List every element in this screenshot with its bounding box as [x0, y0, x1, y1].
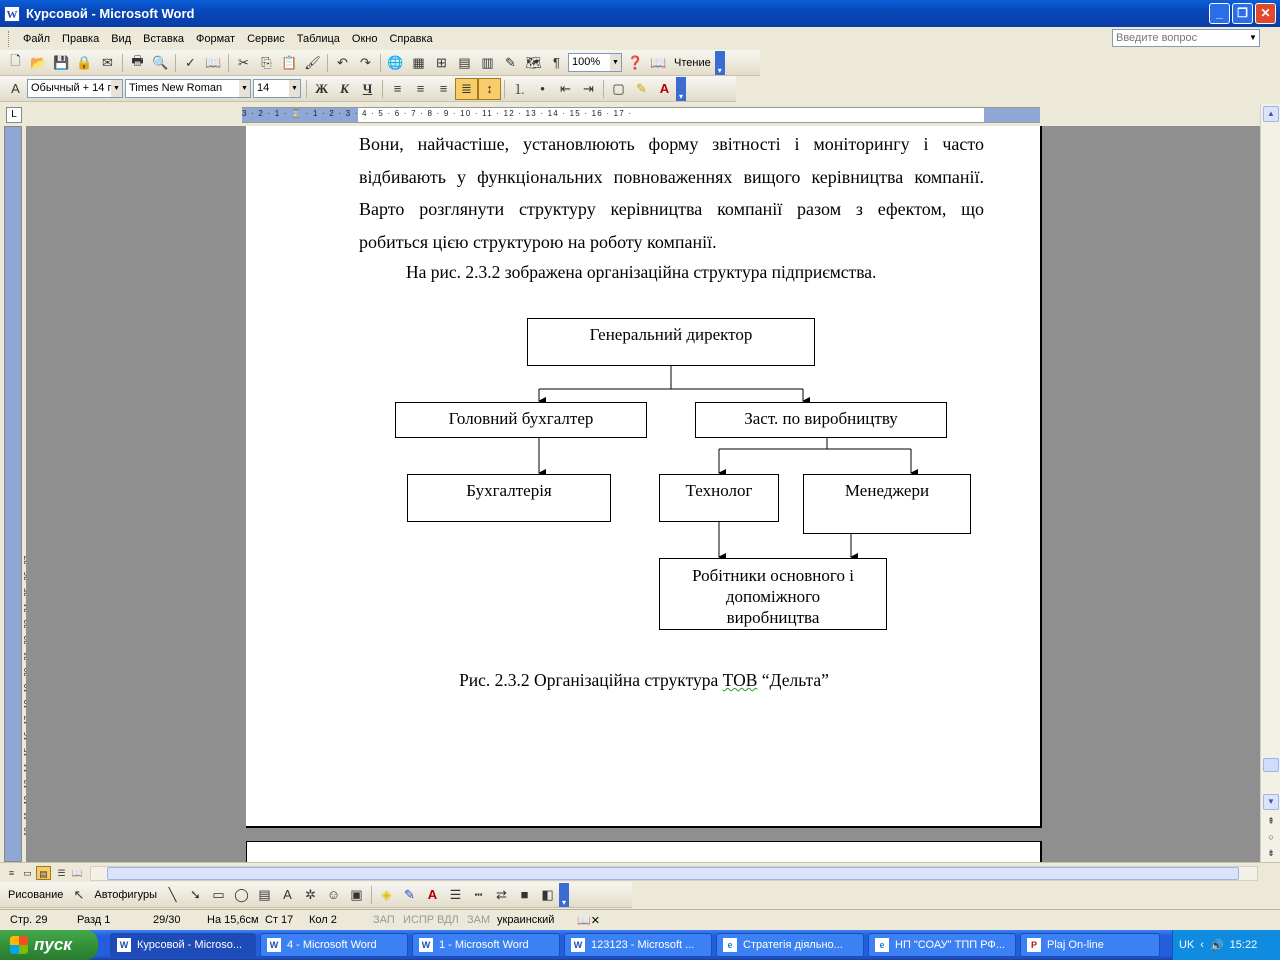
taskbar-item-label: НП "СОАУ" ТПП РФ...: [895, 939, 1005, 951]
word-icon: W: [571, 938, 585, 952]
status-extend[interactable]: ВДЛ: [437, 914, 459, 926]
director-connector: [539, 366, 803, 389]
maximize-button[interactable]: ❐: [1232, 3, 1253, 24]
minimize-button[interactable]: _: [1209, 3, 1230, 24]
paste-icon[interactable]: 📋: [281, 54, 298, 70]
word-icon: W: [419, 938, 433, 952]
toolbar-separator: [382, 80, 383, 98]
ask-question-placeholder: Введите вопрос: [1116, 32, 1198, 44]
drawing-toolbar: [0, 882, 632, 908]
style-select[interactable]: [27, 79, 123, 98]
status-language: украинский: [497, 914, 555, 926]
ie-icon: e: [875, 938, 889, 952]
borders-icon[interactable]: ▢: [612, 80, 625, 96]
format-painter-icon[interactable]: 🖌: [304, 54, 321, 70]
start-label: пуск: [34, 935, 72, 954]
save-icon[interactable]: 💾: [53, 54, 70, 70]
zoom-value: 100%: [572, 56, 601, 68]
tray-expand-icon[interactable]: ‹: [1200, 939, 1204, 951]
draw-font-color-icon[interactable]: A: [427, 887, 438, 902]
taskbar-item[interactable]: [564, 933, 712, 957]
chevron-down-icon[interactable]: ▼: [239, 80, 250, 97]
org-box-label: Технолог: [685, 481, 753, 500]
close-button[interactable]: ✕: [1255, 3, 1276, 24]
line-icon[interactable]: ╲: [168, 886, 177, 902]
org-box-accounting[interactable]: [407, 474, 611, 522]
open-folder-icon[interactable]: 📂: [30, 54, 47, 70]
scroll-down-icon[interactable]: ▼: [1263, 794, 1279, 810]
menu-insert[interactable]: Вставка: [143, 32, 185, 45]
document-page[interactable]: [246, 126, 1042, 828]
toolbar-separator: [175, 54, 176, 72]
outline-view-icon[interactable]: ☰: [57, 868, 66, 878]
zoom-select[interactable]: [568, 53, 622, 72]
vertical-ruler-ticks: [9, 141, 19, 841]
taskbar-item-label: 4 - Microsoft Word: [287, 939, 377, 951]
system-tray: [1172, 930, 1280, 960]
horizontal-scroll-area: [0, 862, 1280, 882]
status-page: Стр. 29: [10, 914, 48, 926]
word-icon: W: [117, 938, 131, 952]
clipart-icon[interactable]: ☺: [326, 887, 341, 902]
toolbar-separator: [371, 886, 372, 904]
textbox-icon[interactable]: ▤: [258, 886, 271, 902]
taskbar-item[interactable]: [1020, 933, 1160, 957]
document-area[interactable]: [26, 126, 1260, 862]
oval-icon[interactable]: ◯: [234, 886, 249, 902]
copy-icon[interactable]: ⎘: [261, 54, 272, 70]
hyperlink-icon[interactable]: 🌐: [387, 54, 404, 70]
arrow-icon[interactable]: ➘: [190, 886, 201, 902]
org-box-deputy-production[interactable]: [695, 402, 947, 438]
menu-view[interactable]: Вид: [111, 32, 132, 45]
word-icon: W: [267, 938, 281, 952]
arrow-style-icon[interactable]: ⇄: [496, 886, 507, 902]
caption-tov: ТОВ: [722, 670, 758, 690]
columns-icon[interactable]: ▥: [481, 54, 494, 70]
chevron-down-icon[interactable]: ▼: [111, 80, 122, 97]
menu-format[interactable]: Формат: [196, 32, 236, 45]
toolbar-separator: [327, 54, 328, 72]
undo-icon[interactable]: ↶: [337, 54, 348, 70]
vertical-scrollbar[interactable]: [1260, 104, 1280, 862]
figure-intro-text: На рис. 2.3.2 зображена організаційна структура підприємства.: [406, 262, 877, 282]
next-page-icon[interactable]: ⇟: [1267, 848, 1275, 858]
toolbar-separator: [228, 54, 229, 72]
menu-file[interactable]: Файл: [23, 32, 51, 45]
status-line: Ст 17: [265, 914, 294, 926]
taskbar-item-label: Стратегія діяльно...: [743, 939, 843, 951]
tab-selector[interactable]: L: [6, 107, 22, 123]
diagram-icon[interactable]: ✲: [305, 886, 316, 902]
toolbar-separator: [306, 80, 307, 98]
taskbar-item-label: 1 - Microsoft Word: [439, 939, 529, 951]
font-select[interactable]: [125, 79, 251, 98]
status-bar: [0, 909, 1280, 930]
org-box-label: Робітники основного і: [692, 566, 854, 585]
status-position: На 15,6см: [207, 914, 259, 926]
normal-view-icon[interactable]: ≡: [8, 868, 15, 878]
browse-object-icon[interactable]: ○: [1268, 832, 1274, 842]
permission-icon[interactable]: 🔒: [76, 54, 93, 70]
underline-button[interactable]: Ч: [362, 80, 373, 96]
horizontal-scrollbar[interactable]: [90, 866, 1258, 881]
ruler-bar: [0, 104, 1280, 126]
org-box-label: Менеджери: [844, 481, 930, 500]
font-size-value: 14: [257, 82, 270, 94]
org-box-label: Заст. по виробництву: [744, 409, 898, 428]
chevron-down-icon[interactable]: ▼: [610, 54, 621, 71]
horizontal-ruler[interactable]: [242, 107, 1040, 123]
styles-icon[interactable]: A: [11, 81, 20, 96]
title-bar: [0, 0, 1280, 27]
bullets-icon[interactable]: •: [540, 81, 545, 96]
reading-layout-button[interactable]: Чтение: [674, 56, 711, 69]
help-icon[interactable]: ❓: [627, 54, 644, 70]
org-box-label: Генеральний директор: [589, 325, 753, 344]
status-record[interactable]: ЗАП: [373, 914, 395, 926]
taskbar-item-label: 123123 - Microsoft ...: [591, 939, 695, 951]
autoshapes-button[interactable]: Автофигуры: [94, 888, 157, 901]
start-button[interactable]: [0, 930, 98, 960]
web-view-icon[interactable]: ▭: [23, 868, 32, 878]
research-icon[interactable]: 📖: [205, 54, 222, 70]
document-map-icon[interactable]: 🗺: [525, 54, 542, 70]
italic-button[interactable]: К: [340, 80, 349, 96]
menu-window[interactable]: Окно: [351, 32, 378, 45]
rectangle-icon[interactable]: ▭: [212, 886, 225, 902]
toolbar-options-icon[interactable]: ▾: [715, 51, 725, 75]
justify-icon[interactable]: ≣: [455, 78, 478, 100]
window-title: Курсовой - Microsoft Word: [26, 6, 195, 21]
menu-table[interactable]: Таблица: [296, 32, 340, 45]
vertical-ruler[interactable]: [4, 126, 22, 862]
drawing-menu-button[interactable]: Рисование: [8, 888, 64, 901]
print-preview-icon[interactable]: 🔍: [152, 54, 169, 70]
formatting-toolbar: [0, 76, 736, 102]
menu-grip: [8, 31, 11, 47]
drawing-toggle-icon[interactable]: ✎: [505, 54, 516, 70]
paragraph-line: робиться цією структурою на роботу компанії.: [359, 231, 717, 252]
toolbar-separator: [603, 80, 604, 98]
clock[interactable]: 15:22: [1229, 939, 1258, 951]
reading-view-icon[interactable]: 📖: [71, 868, 84, 878]
cut-icon[interactable]: ✂: [238, 54, 249, 70]
org-box-chief-accountant[interactable]: [395, 402, 647, 438]
org-box-label: виробництва: [726, 608, 820, 627]
next-page[interactable]: [246, 841, 1042, 862]
scroll-up-icon[interactable]: ▲: [1263, 106, 1279, 122]
toolbar-options-icon[interactable]: ▾: [559, 883, 569, 907]
org-box-managers[interactable]: [803, 474, 971, 534]
status-overtype[interactable]: ЗАМ: [467, 914, 491, 926]
style-value: Обычный + 14 г: [31, 82, 112, 94]
previous-page-icon[interactable]: ⇞: [1267, 816, 1275, 826]
select-objects-icon[interactable]: ↖: [73, 886, 85, 902]
font-color-icon[interactable]: A: [659, 81, 670, 96]
menu-edit[interactable]: Правка: [62, 32, 100, 45]
scroll-thumb[interactable]: [1263, 758, 1279, 772]
line-color-icon[interactable]: ✎: [404, 886, 415, 902]
menu-bar: [0, 27, 1280, 50]
decrease-indent-icon[interactable]: ⇤: [560, 80, 571, 96]
toolbar-options-icon[interactable]: ▾: [676, 77, 686, 101]
word-app-icon: W: [4, 6, 20, 22]
org-box-label: Головний бухгалтер: [448, 409, 594, 428]
align-right-icon[interactable]: ≡: [439, 81, 448, 96]
insert-table-icon[interactable]: ⊞: [436, 54, 447, 70]
caption-suffix: “Дельта”: [757, 670, 829, 690]
figure-caption: [246, 670, 1042, 691]
line-style-icon[interactable]: ☰: [449, 886, 462, 902]
insert-excel-icon[interactable]: ▤: [458, 54, 471, 70]
menu-help[interactable]: Справка: [389, 32, 433, 45]
ie-icon: e: [723, 938, 737, 952]
taskbar: [0, 930, 1280, 960]
align-left-icon[interactable]: ≡: [393, 81, 402, 96]
org-box-label: Бухгалтерія: [466, 481, 552, 500]
menu-tools[interactable]: Сервис: [247, 32, 285, 45]
line-spacing-icon[interactable]: ↕: [478, 78, 501, 100]
org-box-workers[interactable]: [659, 558, 887, 630]
align-center-icon[interactable]: ≡: [416, 81, 425, 96]
org-box-director[interactable]: [527, 318, 815, 366]
plaj-icon: P: [1027, 938, 1041, 952]
status-pages: 29/30: [153, 914, 181, 926]
picture-icon[interactable]: ▣: [350, 886, 363, 902]
standard-toolbar: [0, 50, 760, 76]
paragraph-line: Вони, найчастіше, установлюють форму звітності і моніторингу і часто: [359, 134, 984, 154]
deputy-connector: [719, 437, 911, 449]
taskbar-item-label: Курсовой - Microso...: [137, 939, 243, 951]
redo-icon[interactable]: ↷: [360, 54, 371, 70]
taskbar-item[interactable]: [260, 933, 408, 957]
numbering-icon[interactable]: ⒈: [512, 82, 526, 97]
font-value: Times New Roman: [129, 82, 223, 94]
shadow-icon[interactable]: ■: [520, 887, 529, 902]
status-track-changes[interactable]: ИСПР: [403, 914, 435, 926]
paragraph-line: Варто розглянути структуру керівництва компанії разом з ефектом, що: [359, 199, 984, 219]
keyboard-language[interactable]: UK: [1179, 939, 1195, 951]
status-section: Разд 1: [77, 914, 111, 926]
fill-color-icon[interactable]: ◈: [381, 886, 392, 902]
status-column: Кол 2: [309, 914, 337, 926]
chevron-down-icon[interactable]: ▼: [1249, 33, 1257, 42]
ruler-ticks: 3 · 2 · 1 · ⌛ · 1 · 2 · 3 · 4 · 5 · 6 · 7 · 8 · 9 · 10 · 11 · 12 · 13 · 14 · 15 · 16 · 17 ·: [242, 109, 633, 118]
taskbar-item-label: Plaj On-line: [1047, 939, 1104, 951]
taskbar-item[interactable]: [716, 933, 864, 957]
caption-prefix: Рис. 2.3.2 Організаційна структура: [459, 670, 723, 690]
reading-icon[interactable]: 📖: [650, 54, 667, 70]
toolbar-separator: [504, 80, 505, 98]
chevron-down-icon[interactable]: ▼: [289, 80, 300, 97]
bold-button[interactable]: Ж: [315, 80, 328, 96]
increase-indent-icon[interactable]: ⇥: [583, 80, 594, 96]
windows-logo-icon: [10, 936, 28, 954]
new-document-icon[interactable]: 🗋: [10, 52, 21, 68]
paragraph-line: відбивають у функціональних повноваженнях вищого керівництва компанії.: [359, 166, 984, 187]
taskbar-item[interactable]: [412, 933, 560, 957]
horizontal-scroll-thumb[interactable]: [107, 867, 1239, 880]
spelling-icon[interactable]: ✓: [185, 54, 196, 70]
font-size-select[interactable]: [253, 79, 301, 98]
spelling-status-icon[interactable]: 📖✕: [577, 914, 600, 927]
wordart-icon[interactable]: A: [283, 887, 292, 902]
volume-icon[interactable]: 🔊: [1209, 939, 1224, 952]
3d-icon[interactable]: ◧: [541, 886, 554, 902]
tables-borders-icon[interactable]: ▦: [412, 54, 425, 70]
org-box-label: допоміжного: [725, 587, 821, 606]
window-controls: [1209, 3, 1276, 24]
highlight-icon[interactable]: ✎: [636, 80, 647, 96]
email-icon[interactable]: ✉: [102, 54, 113, 70]
org-box-technologist[interactable]: [659, 474, 779, 522]
ask-question-input[interactable]: [1112, 29, 1260, 47]
pilcrow-icon[interactable]: ¶: [553, 55, 560, 70]
dash-style-icon[interactable]: ┅: [474, 886, 483, 902]
toolbar-separator: [122, 54, 123, 72]
taskbar-item[interactable]: [110, 933, 256, 957]
print-icon[interactable]: 🖶: [131, 52, 144, 68]
toolbar-separator: [380, 54, 381, 72]
taskbar-item[interactable]: [868, 933, 1016, 957]
print-layout-icon[interactable]: ▤: [36, 866, 51, 880]
